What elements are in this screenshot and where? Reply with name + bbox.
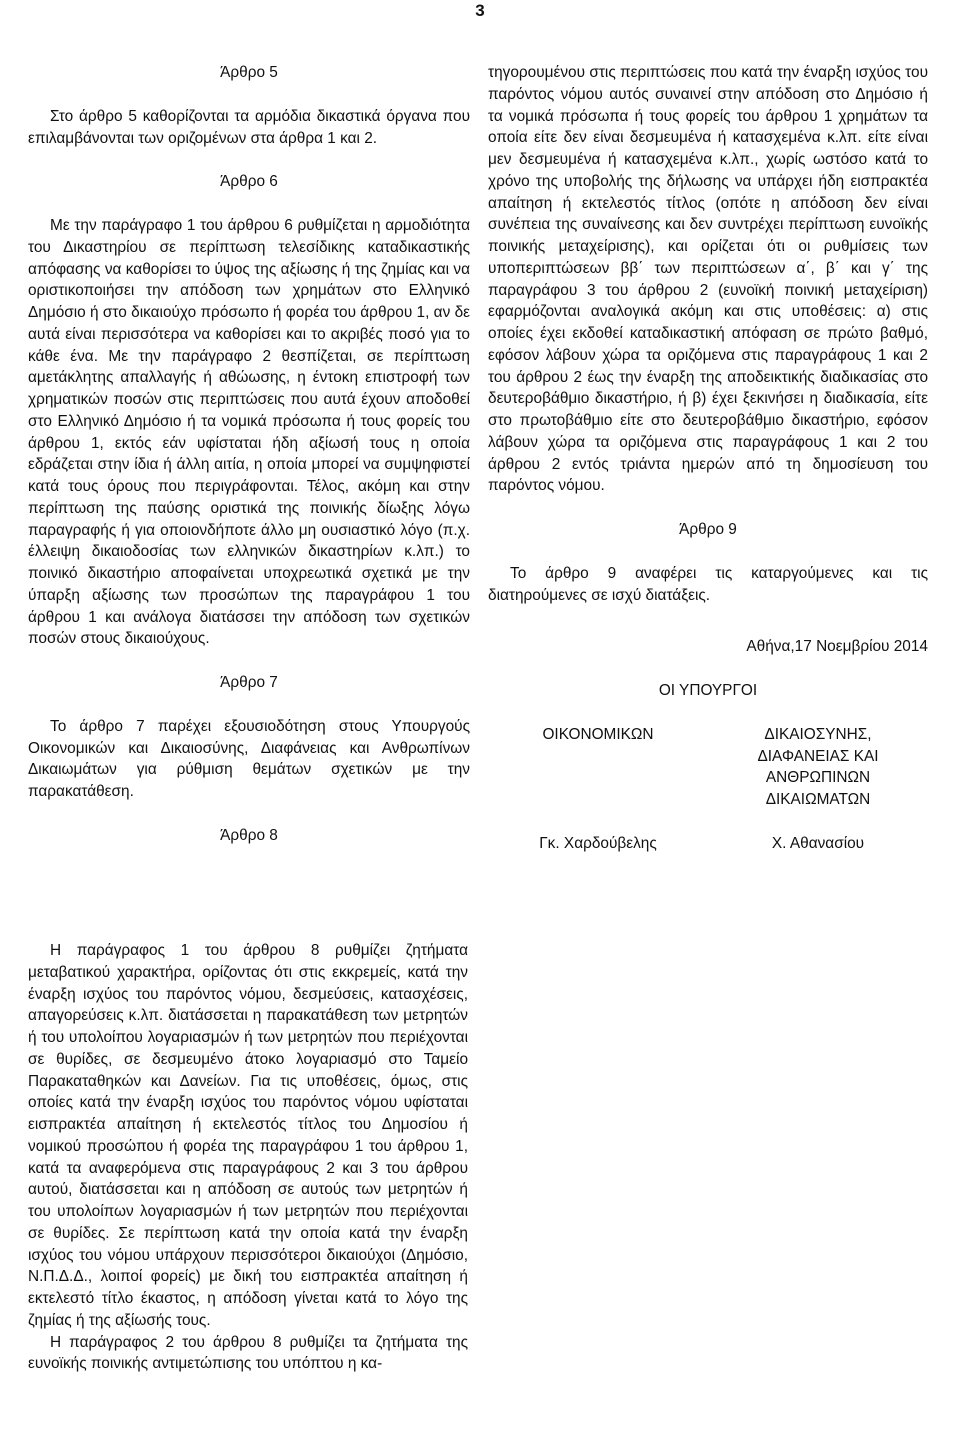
article-6-title: Άρθρο 6 [220,173,278,191]
date-place: Αθήνα,17 Νοεμβρίου 2014 [746,638,928,656]
ministry-justice-line-3: ΑΝΘΡΩΠΙΝΩΝ [765,769,871,787]
ministers-heading: ΟΙ ΥΠΟΥΡΓΟΙ [658,682,758,699]
ministry-justice-line-4: ΔΙΚΑΙΩΜΑΤΩΝ [765,791,871,808]
ministry-justice-line-2: ΔΙΑΦΑΝΕΙΑΣ ΚΑΙ [757,747,879,765]
article-9-text: Το άρθρο 9 αναφέρει τις καταργούμενες και τις διατηρούμενες σε ισχύ διατάξεις. [488,564,928,604]
ministry-justice [708,724,928,811]
left-column-top [28,62,470,847]
signatory-finance: Γκ. Χαρδούβελης [539,834,657,852]
signatory-justice: Χ. Αθανασίου [771,834,865,852]
ministry-finance [488,724,708,811]
article-8-continued: τηγορουμένου στις περιπτώσεις που κατά την έναρξη ισχύος του παρόντος νόμου αυτός συναινεί στην απόδοση στο Δημόσιο ή τα νομικά πρόσωπα ή τους φορείς του άρθρου 1 χρημάτων τα οποία είτε δεν είναι δεσμευμένα ή κατασχεμένα κ.λπ. είτε είναι μεν δεσμευμένα ή κατασχεμένα κ.λπ., χωρίς ωστόσο κατά το χρόνο της υποβολής της δήλωσης να υπάρχει ήδη εισπρακτέα απαίτηση ή εκτελεστός τίτλος (οπότε η απόδοση δεν είναι συνέπεια της συναίνεσης και δεν συντρέχει περίπτωση ευνοϊκής ποινικής μεταχείρισης), και ορίζεται ότι οι ρυθμίσεις των υποπεριπτώσεων ββ΄ των περιπτώσεων α΄, β΄ και γ΄ της παραγράφου 3 του άρθρου 2 (ευνοϊκή ποινική μεταχείριση) εφαρμόζονται αναλογικά ακόμη και στις υποθέσεις: α) στις οποίες έχει εκδοθεί καταδικαστική απόφαση σε πρώτο βαθμό, εφόσον λάβουν χώρα τα οριζόμενα στις παραγράφους 1 και 2 του άρθρου 2 έως την έναρξη της αποδεικτικής διαδικασίας στο δευτεροβάθμιο δικαστήριο, ή β) έχει ξεκινήσει η διαδικασία, είτε στο πρωτοβάθμιο είτε στο δευτεροβάθμιο δικαστήριο, εφόσον λάβουν χώρα τα οριζόμενα στις παραγράφους 1 και 2 του άρθρου 2 εντός τριάντα ημερών από τη δημοσίευση του παρόντος νόμου. [488,64,928,495]
article-8-paragraph-2: Η παράγραφος 2 του άρθρου 8 ρυθμίζει τα ζητήματα της ευνοϊκής ποινικής αντιμετώπισης του υπόπτου η κα- [28,1333,468,1373]
ministry-justice-line-1: ΔΙΚΑΙΟΣΥΝΗΣ, [764,725,872,743]
article-5-title: Άρθρο 5 [220,64,278,81]
article-8-paragraph-1: Η παράγραφος 1 του άρθρου 8 ρυθμίζει ζητήματα μεταβατικού χαρακτήρα, ορίζοντας ότι στις εκκρεμείς, κατά την έναρξη ισχύος του παρόντος νόμου, δεσμεύσεις, κατασχέσεις, απαγορεύσεις κ.λπ. διατάσσεται η παρακατάθεση των μετρητών ή του υπολοίπου λογαριασμών ή των μετρητών που περιέχονται σε θυρίδες, σε δεσμευμένο άτοκο λογαριασμό στο Ταμείο Παρακαταθηκών και Δανείων. Για τις υποθέσεις, όμως, στις οποίες κατά την έναρξη ισχύος του παρόντος νόμου υφίσταται εισπρακτέα απαίτηση ή εκτελεστός τίτλος του Δημοσίου ή νομικού προσώπου ή φορέα της παραγράφου 1 του άρθρου 1, κατά τα αναφερόμενα στις παραγράφους 2 και 3 του άρθρου αυτού, διατάσσεται και η απόδοση σε αυτούς των μετρητών ή του υπολοίπων λογαριασμών ή των μετρητών που περιέχονται σε θυρίδες. Σε περίπτωση κατά την οποία κατά την έναρξη ισχύος του νόμου υπάρχουν περισσότεροι δικαιούχοι (Δημόσιο, Ν.Π.Δ.Δ., λοιποί φορείς) με δική του εισπρακτέα απαίτηση ή εκτελεστό τίτλο έκαστος, η απόδοση γίνεται κατά το λόγο της ζημίας ή της αξίωσής τους. [28,942,468,1329]
signature-block [488,724,928,855]
left-column-bottom [28,940,468,1375]
right-column [488,62,928,855]
article-7-text: Το άρθρο 7 παρέχει εξουσιοδότηση στους Υπουργούς Οικονομικών και Δικαιοσύνης, Διαφάνειας και Ανθρωπίνων Δικαιωμάτων για ρύθμιση θεμάτων σχετικών με την παρακατάθεση. [28,717,470,800]
article-5-text: Στο άρθρο 5 καθορίζονται τα αρμόδια δικαστικά όργανα που επιλαμβάνονται των οριζομένων στα άρθρα 1 και 2. [28,107,470,147]
article-6-text: Με την παράγραφο 1 του άρθρου 6 ρυθμίζεται η αρμοδιότητα του Δικαστηρίου σε περίπτωση τελεσίδικης καταδικαστικής απόφασης να καθορίσει το ύψος της αξίωσης ή της ζημίας και να οριστικοποιήσει την απόδοση των χρημάτων στο Ελληνικό Δημόσιο ή στο δικαιούχο πρόσωπο ή φορέα του άρθρου 1, αν δε αυτά είναι περισσότερα να καθορίσει και το ακριβές ποσό για το κάθε ένα. Με την παράγραφο 2 θεσπίζεται, σε περίπτωση αμετάκλητης απαλλαγής ή αθώωσης, η έντοκη επιστροφή των χρηματικών ποσών στις περιπτώσεις που αυτά έχουν αποδοθεί στο Ελληνικό Δημόσιο ή τα νομικά πρόσωπα ή τους φορείς του άρθρου 1, εκτός εάν υφίσταται ήδη αξίωσή τους η οποία εδράζεται στην ίδια ή άλλη αιτία, η οποία μπορεί να συμψηφιστεί κατά τους όρους που περιγράφονται. Τέλος, ακόμη και στην περίπτωση της παύσης οριστικά της ποινικής δίωξης λόγω παραγραφής ή για οποιονδήποτε άλλο μη ουσιαστικό λόγο (π.χ. έλλειψη δικαιοδοσίας των ελληνικών δικαστηρίων κ.λπ.) το ποινικό δικαστήριο αποφαίνεται υποχρεωτικά σχετικά με την ύπαρξη αξίωσης των προσώπων της παραγράφου 1 του άρθρου 1 και ανάλογα διατάσσει την απόδοση των σχετικών ποσών στους δικαιούχους. [28,217,470,648]
page-number: 3 [475,1,485,20]
article-7-title: Άρθρο 7 [220,674,278,691]
article-9-title: Άρθρο 9 [679,521,737,538]
article-8-title: Άρθρο 8 [220,826,278,844]
ministry-finance-label: ΟΙΚΟΝΟΜΙΚΩΝ [542,725,654,743]
